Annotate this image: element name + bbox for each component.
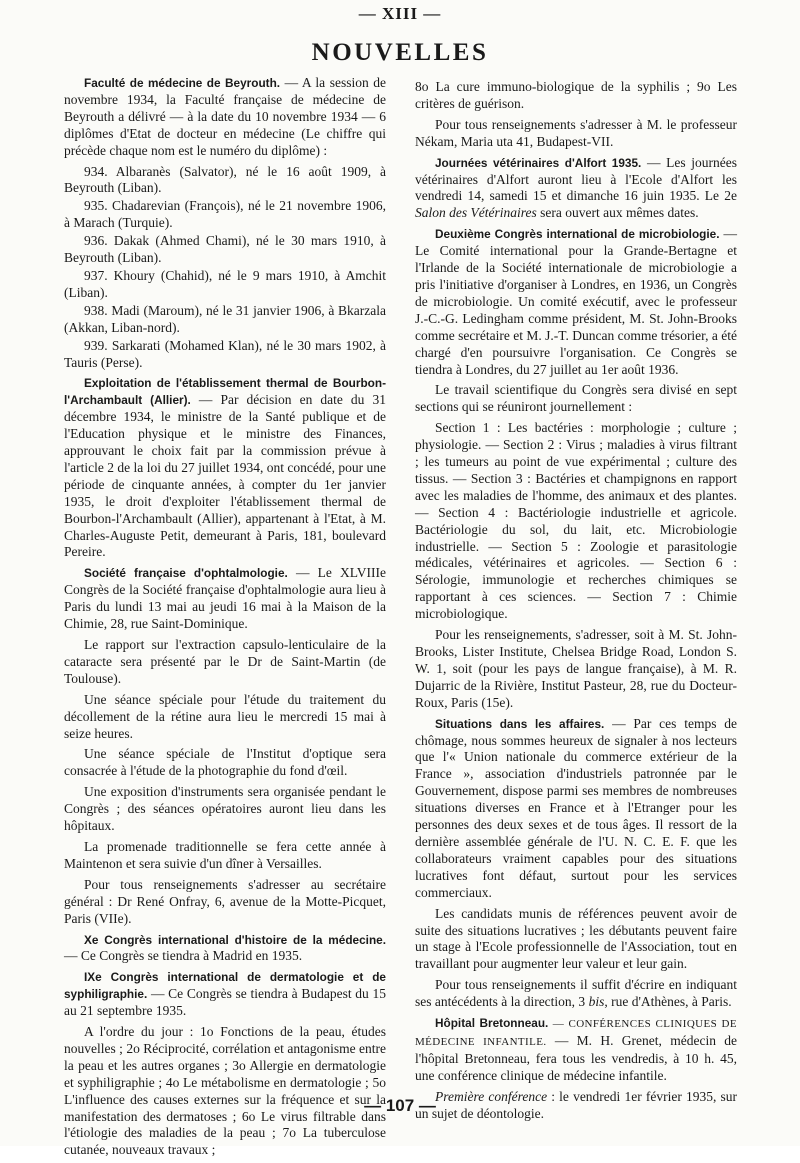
section-title: NOUVELLES <box>311 39 489 66</box>
graduate-entry: 938. Madi (Maroum), né le 31 janvier 1906, à Bkarzala (Akkan, Liban-nord). <box>64 302 386 335</box>
dermato-agenda: A l'ordre du jour : 1o Fonctions de la peau, études nouvelles ; 2o Réciprocité, corrélation et antagonisme entre la peau et les autres organes ; 3o Allergie en dermatologie et syphiligraphie ; 4o Le métabolisme en dermatologie ; 5o L'influence des causes externes sur la fréquence et sur la manifestation des dermatoses ; 6o Le virus filtrable dans l'étiologie des maladies de la peau ; 7o La tuberculose cutanée, nouveaux travaux ; <box>64 1024 386 1158</box>
bretonneau-subtitle: — CONFÉRENCES CLINIQUES DE MÉDECINE INFANTILE. <box>415 1018 737 1048</box>
right-column <box>415 79 737 1126</box>
ophtalmo-paragraph: Une exposition d'instruments sera organisée pendant le Congrès ; des séances opératoires auront lieu dans les hôpitaux. <box>64 784 386 834</box>
dermato-contact: Pour tous renseignements s'adresser à M. le professeur Nékam, Maria uta 41, Budapest-VII. <box>415 116 737 149</box>
ophtalmo-paragraph: Pour tous renseignements s'adresser au secrétaire général : Dr René Onfray, 6, avenue de la Motte-Picquet, Paris (VIIe). <box>64 876 386 926</box>
bourbon-heading: Exploitation de l'établissement thermal de Bourbon-l'Archambault (Allier). <box>64 376 386 408</box>
bretonneau-paragraph: Hôpital Bretonneau. — CONFÉRENCES CLINIQUES DE MÉDECINE INFANTILE. — M. H. Grenet, médecin de l'hôpital Bretonneau, fera tous les vendredis, à 10 h. 45, une conférence clinique de médecine infantile. <box>415 1016 738 1083</box>
page-roman-numeral: — XIII — <box>358 4 442 23</box>
graduate-entry: 937. Khoury (Chahid), né le 9 mars 1910, à Amchit (Liban). <box>64 267 386 300</box>
bretonneau-first-lecture: Première conférence : le vendredi 1er février 1935, sur un sujet de déontologie. <box>415 1088 737 1121</box>
dermato-continued: 8o La cure immuno-biologique de la syphilis ; 9o Les critères de guérison. <box>415 79 737 111</box>
microbio-heading: Deuxième Congrès international de microbiologie. <box>435 227 720 242</box>
situations-paragraph: Les candidats munis de références peuvent avoir de suite des situations lucratives ; les débutants peuvent faire un stage à l'Ecole professionnelle de l'Association, tout en travaillant pour augmenter leur valeur et leur gain. <box>415 905 737 972</box>
ophtalmo-paragraph: La promenade traditionnelle se fera cette année à Maintenon et sera suivie d'un dîner à Versailles. <box>64 838 386 871</box>
situations-heading: Situations dans les affaires. <box>435 716 605 731</box>
dermato-heading: IXe Congrès international de dermatologie et de syphiligraphie. <box>64 970 386 1002</box>
ophtalmo-heading: Société française d'ophtalmologie. <box>84 566 288 581</box>
histoire-paragraph: Xe Congrès international d'histoire de la médecine. — Ce Congrès se tiendra à Madrid en 1935. <box>64 932 386 964</box>
ophtalmo-paragraph: Une séance spéciale de l'Institut d'optique sera consacrée à l'étude de la photographie du fond d'œil. <box>64 746 386 779</box>
bourbon-paragraph: Exploitation de l'établissement thermal de Bourbon-l'Archambault (Allier). — Par décision en date du 31 décembre 1934, le ministre de la Santé publique et de l'Education physique et le ministre des Finances, approuvant le choix fait par la commission prévue à l'article 2 de la loi du 27 juillet 1934, ont concédé, pour une période de cinquante années, à compter du 1er janvier 1935, le droit d'exploiter l'établissement thermal de Bourbon-l'Archambault (Allier), appartenant à l'Etat, à M. Charles-Auguste Petit, demeurant à Paris, 181, boulevard Pereire. <box>64 376 387 560</box>
ophtalmo-paragraph: Une séance spéciale pour l'étude du traitement du décollement de la rétine aura lieu le mercredi 15 mai à seize heures. <box>64 691 386 741</box>
microbio-paragraph: Le travail scientifique du Congrès sera divisé en sept sections qui se réuniront journellement : <box>415 382 737 415</box>
graduate-entry: 935. Chadarevian (François), né le 21 novembre 1906, à Marach (Turquie). <box>64 198 386 231</box>
ophtalmo-paragraph: Le rapport sur l'extraction capsulo-lenticulaire de la cataracte sera présenté par le Dr de Saint-Martin (de Toulouse). <box>64 637 386 686</box>
graduate-entry: 939. Sarkarati (Mohamed Klan), né le 30 mars 1902, à Tauris (Perse). <box>64 337 386 370</box>
microbio-sections: Section 1 : Les bactéries : morphologie ; culture ; physiologie. — Section 2 : Virus ; maladies à virus filtrant ; les tumeurs au point de vue expérimental ; culture des tissus. — Section 3 : Bactéries et champignons en rapport avec les maladies de l'homme, des animaux et des plantes. — Section 4 : Bactériologie industrielle et agricole. Bactériologie du sol, du lait, etc. Microbiologie industrielle. — Section 5 : Zoologie et parasitologie médicales, vétérinaires et agricoles. — Section 6 : Sérologie, immunologie et recherches chimiques se rapportant à ces sciences. — Section 7 : Chimie microbiologique. <box>415 420 737 622</box>
situations-contact: Pour tous renseignements il suffit d'écrire en indiquant ses antécédents à la direction, 3 bis, rue d'Athènes, à Paris. <box>415 977 737 1010</box>
left-column <box>64 75 386 1163</box>
microbio-contact: Pour les renseignements, s'adresser, soit à M. St. John-Brooks, Lister Institute, Chelsea Bridge Road, London S. W. 1, soit (pour les pays de langue française), à M. R. Dujarric de la Rivière, Institut Pasteur, 28, rue du Docteur-Roux, Paris (15e). <box>415 627 737 710</box>
beyrouth-intro: Faculté de médecine de Beyrouth. — A la session de novembre 1934, la Faculté française de médecine de Beyrouth a délivré — à la date du 10 novembre 1934 — 6 diplômes d'Etat de docteur en médecine (Le chiffre qui précède chaque nom est le numéro du diplôme) : <box>64 75 386 158</box>
alfort-paragraph: Journées vétérinaires d'Alfort 1935. — Les journées vétérinaires d'Alfort auront lieu à l'Ecole d'Alfort les vendredi 14, samedi 15 et dimanche 16 juin 1935. Le 2e Salon des Vétérinaires sera ouvert aux mêmes dates. <box>415 154 737 221</box>
beyrouth-heading: Faculté de médecine de Beyrouth. <box>84 76 281 90</box>
bretonneau-heading: Hôpital Bretonneau. <box>435 1016 549 1031</box>
dermato-paragraph: IXe Congrès international de dermatologie et de syphiligraphie. — Ce Congrès se tiendra à Budapest du 15 au 21 septembre 1935. <box>64 970 386 1019</box>
ophtalmo-paragraph: Société française d'ophtalmologie. — Le XLVIIIe Congrès de la Société française d'ophtalmologie aura lieu à Paris du lundi 13 mai au jeudi 16 mai à la Maison de la Chimie, 28, rue Saint-Dominique. <box>64 565 386 632</box>
histoire-heading: Xe Congrès international d'histoire de la médecine. <box>84 932 386 947</box>
graduate-entry: 934. Albaranès (Salvator), né le 16 août 1909, à Beyrouth (Liban). <box>64 163 386 196</box>
graduate-entry: 936. Dakak (Ahmed Chami), né le 30 mars 1910, à Beyrouth (Liban). <box>64 233 386 266</box>
page-number: — 107 — <box>364 1096 436 1115</box>
situations-paragraph: Situations dans les affaires. — Par ces temps de chômage, nous sommes heureux de signaler à nos lecteurs que l'« Union nationale du commerce extérieur de la France », association d'industriels patronnée par le Gouvernement, dispose parmi ses membres de nombreuses situations diverses en France et à l'Etranger pour les personnes des deux sexes et de tous âges. Il ressort de la dernière assemblée générale de l'U. N. C. E. F. que les collaborateurs vraiment capables pour des situations lucratives font défaut, surtout pour les services commerciaux. <box>415 715 737 900</box>
alfort-heading: Journées vétérinaires d'Alfort 1935. <box>435 155 642 170</box>
microbio-paragraph: Deuxième Congrès international de microbiologie. — Le Comité international pour la Grande-Bertagne et l'Irlande de la Société internationale de microbiologie a pris l'initiative d'organiser à Londres, en 1936, un Congrès de microbiologie. Un comité exécutif, avec le professeur J.-C.-G. Ledingham comme président, M. St. John-Brooks comme secrétaire et M. J.-T. Duncan comme trésorier, a été chargé d'en poursuivre l'organisation. Ce Congrès se tiendra à Londres, du 27 juillet au 1er août 1936. <box>415 226 738 377</box>
